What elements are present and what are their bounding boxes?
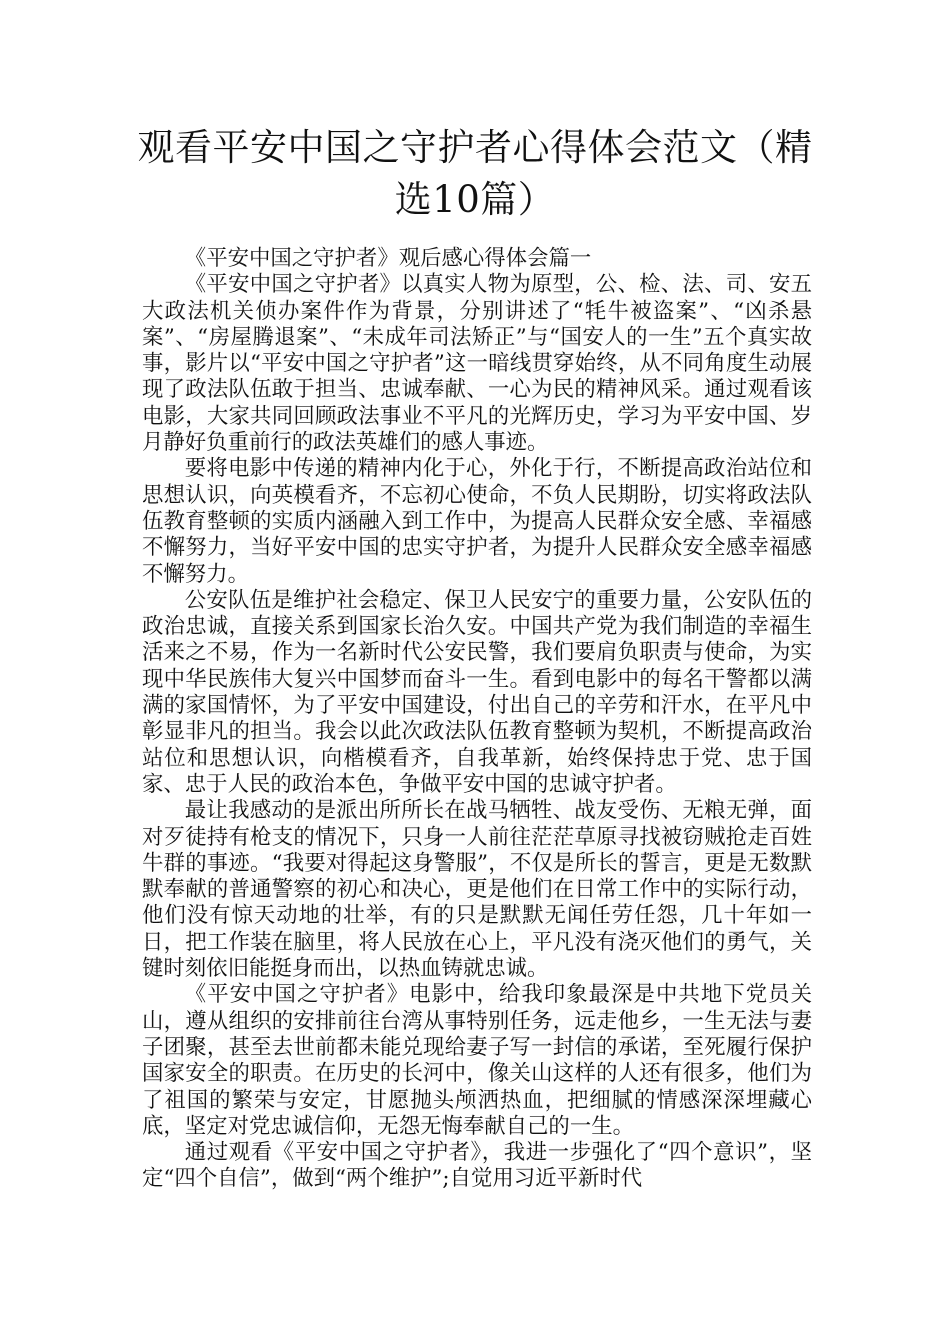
- section-heading: 《平安中国之守护者》观后感心得体会篇一: [184, 246, 592, 271]
- body-paragraph-1: 《平安中国之守护者》以真实人物为原型，公、检、法、司、安五大政法机关侦办案件作为背景，分别讲述了“牦牛被盗案”、“凶杀悬案”、“房屋腾退案”、“未成年司法矫正”与“国安人的一生”五个真实故事，影片以“平安中国之守护者”这一暗线贯穿始终，从不同角度生动展现了政法队伍敢于担当、忠诚奉献、一心为民的精神风采。通过观看该电影，大家共同回顾政法事业不平凡的光辉历史，学习为平安中国、岁月静好负重前行的政法英雄们的感人事迹。: [142, 272, 812, 456]
- body-paragraph-5: 《平安中国之守护者》电影中，给我印象最深是中共地下党员关山，遵从组织的安排前往台湾从事特别任务，远走他乡，一生无法与妻子团聚，甚至去世前都未能兑现给妻子写一封信的承诺，至死履行保护国家安全的职责。在历史的长河中，像关山这样的人还有很多，他们为了祖国的繁荣与安定，甘愿抛头颅洒热血，把细腻的情感深深埋藏心底，坚定对党忠诚信仰，无怨无悔奉献自己的一生。: [142, 982, 812, 1139]
- document-body: [142, 246, 812, 1193]
- body-paragraph-2: 要将电影中传递的精神内化于心，外化于行，不断提高政治站位和思想认识，向英模看齐，不忘初心使命，不负人民期盼，切实将政法队伍教育整顿的实质内涵融入到工作中，为提高人民群众安全感、幸福感不懈努力，当好平安中国的忠实守护者，为提升人民群众安全感幸福感不懈努力。: [142, 456, 812, 587]
- body-paragraph-3: 公安队伍是维护社会稳定、保卫人民安宁的重要力量，公安队伍的政治忠诚，直接关系到国家长治久安。中国共产党为我们制造的幸福生活来之不易，作为一名新时代公安民警，我们要肩负职责与使命，为实现中华民族伟大复兴中国梦而奋斗一生。看到电影中的每名干警都以满满的家国情怀，为了平安中国建设，付出自己的辛劳和汗水，在平凡中彰显非凡的担当。我会以此次政法队伍教育整顿为契机，不断提高政治站位和思想认识，向楷模看齐，自我革新，始终保持忠于党、忠于国家、忠于人民的政治本色，争做平安中国的忠诚守护者。: [142, 587, 812, 797]
- document-title: 观看平安中国之守护者心得体会范文（精选10篇）: [137, 126, 813, 221]
- body-paragraph-4: 最让我感动的是派出所所长在战马牺牲、战友受伤、无粮无弹，面对歹徒持有枪支的情况下，只身一人前往茫茫草原寻找被窃贼抢走百姓牛群的事迹。“我要对得起这身警服”，不仅是所长的誓言，更是无数默默奉献的普通警察的初心和决心，更是他们在日常工作中的实际行动，他们没有惊天动地的壮举，有的只是默默无闻任劳任怨，几十年如一日，把工作装在脑里，将人民放在心上，平凡没有浇灭他们的勇气，关键时刻依旧能挺身而出，以热血铸就忠诚。: [142, 798, 812, 982]
- body-paragraph-6: 通过观看《平安中国之守护者》，我进一步强化了“四个意识”，坚定“四个自信”，做到“两个维护”;自觉用习近平新时代: [142, 1140, 812, 1192]
